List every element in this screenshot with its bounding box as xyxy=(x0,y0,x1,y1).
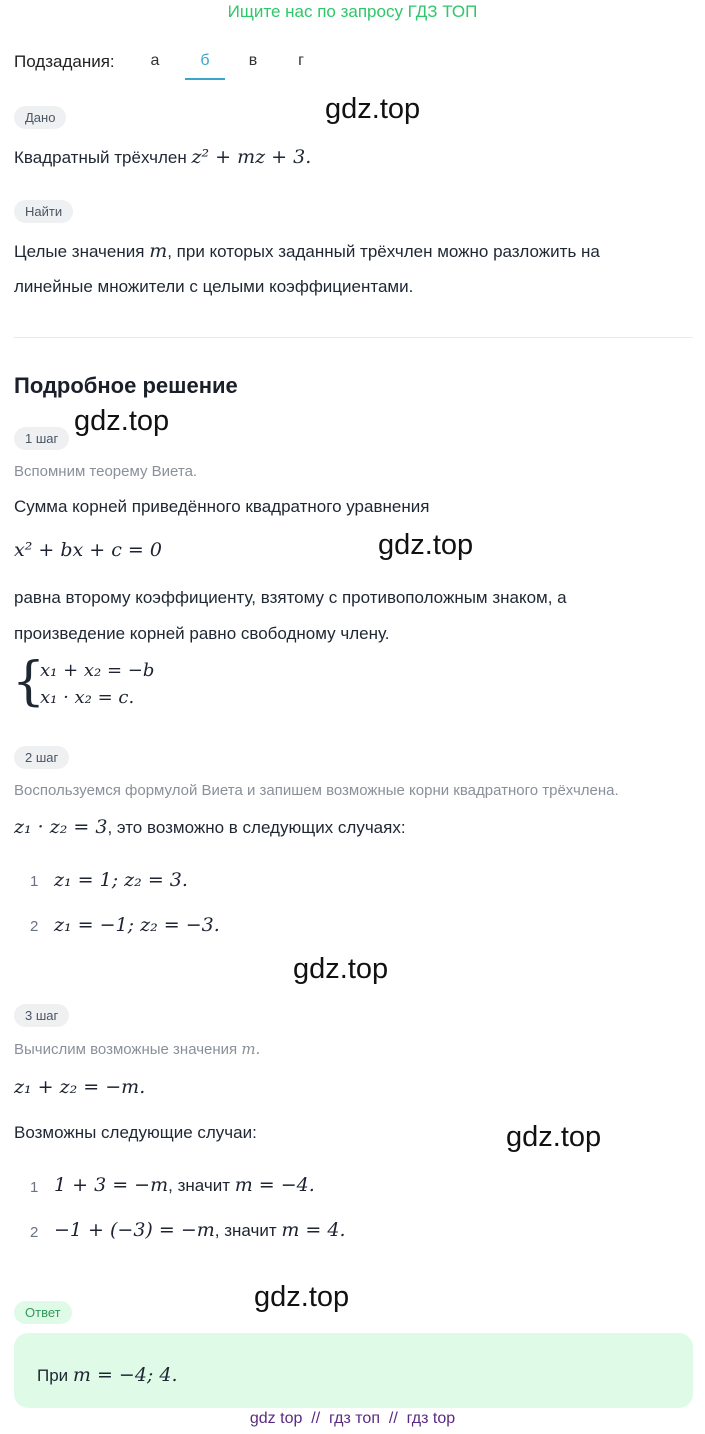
tab-a[interactable]: а xyxy=(150,52,160,69)
find-line-1: Целые значения m, при которых заданный трёхчлен можно разложить на xyxy=(14,240,600,262)
divider xyxy=(14,337,693,338)
step1-line1: Сумма корней приведённого квадратного уравнения xyxy=(14,497,430,516)
step3-formula: z₁ + z₂ = −m. xyxy=(14,1076,146,1098)
list-number: 2 xyxy=(30,1224,39,1241)
step3-hint: Вычислим возможные значения m. xyxy=(14,1040,261,1058)
step1-line3: произведение корней равно свободному члену. xyxy=(14,624,390,643)
step1-formula: x² + bx + c = 0 xyxy=(14,539,162,561)
given-badge: Дано xyxy=(14,106,66,129)
step2-hint: Воспользуемся формулой Виета и запишем возможные корни квадратного трёхчлена. xyxy=(14,782,619,799)
case-m-1: 1 + 3 = −m, значит m = −4. xyxy=(54,1174,315,1196)
watermark: gdz.top xyxy=(378,529,474,561)
solution-title: Подробное решение xyxy=(14,373,238,398)
case-m-2: −1 + (−3) = −m, значит m = 4. xyxy=(54,1219,346,1241)
watermark: gdz.top xyxy=(506,1121,602,1153)
step1-line2: равна второму коэффициенту, взятому с противоположным знаком, а xyxy=(14,588,567,607)
tab-v[interactable]: в xyxy=(248,52,258,69)
step2-line: z₁ · z₂ = 3, это возможно в следующих случаях: xyxy=(14,816,406,838)
promo-banner: Ищите нас по запросу ГДЗ ТОП xyxy=(227,2,478,21)
step2-badge: 2 шаг xyxy=(14,746,69,769)
list-number: 1 xyxy=(30,1179,39,1196)
step3-badge: 3 шаг xyxy=(14,1004,69,1027)
step1-hint: Вспомним теорему Виета. xyxy=(14,463,198,480)
system-eq-1: x₁ + x₂ = −b xyxy=(40,660,155,681)
answer-badge: Ответ xyxy=(14,1301,72,1324)
watermark: gdz.top xyxy=(293,953,389,985)
answer-text: При m = −4; 4. xyxy=(37,1364,178,1386)
watermark: gdz.top xyxy=(254,1281,350,1313)
find-line-2: линейные множители с целыми коэффициентами. xyxy=(14,277,414,296)
list-number: 2 xyxy=(30,918,39,935)
system-brace: { xyxy=(12,652,46,712)
tab-b[interactable]: б xyxy=(200,52,210,69)
step1-badge: 1 шаг xyxy=(14,427,69,450)
find-badge: Найти xyxy=(14,200,73,223)
subtasks-label: Подзадания: xyxy=(14,52,115,71)
tab-g[interactable]: г xyxy=(298,52,304,69)
case-2: z₁ = −1; z₂ = −3. xyxy=(54,914,220,936)
system-eq-2: x₁ · x₂ = c. xyxy=(40,687,135,708)
footer-links: gdz top // гдз топ // гдз top xyxy=(249,1410,456,1427)
given-formula: z² + mz + 3. xyxy=(191,146,312,168)
watermark: gdz.top xyxy=(325,93,421,125)
active-tab-indicator xyxy=(185,78,225,80)
case-1: z₁ = 1; z₂ = 3. xyxy=(54,869,188,891)
watermark: gdz.top xyxy=(74,405,170,437)
list-number: 1 xyxy=(30,873,39,890)
given-text: Квадратный трёхчлен z² + mz + 3. xyxy=(14,146,312,168)
step3-text: Возможны следующие случаи: xyxy=(14,1123,257,1142)
